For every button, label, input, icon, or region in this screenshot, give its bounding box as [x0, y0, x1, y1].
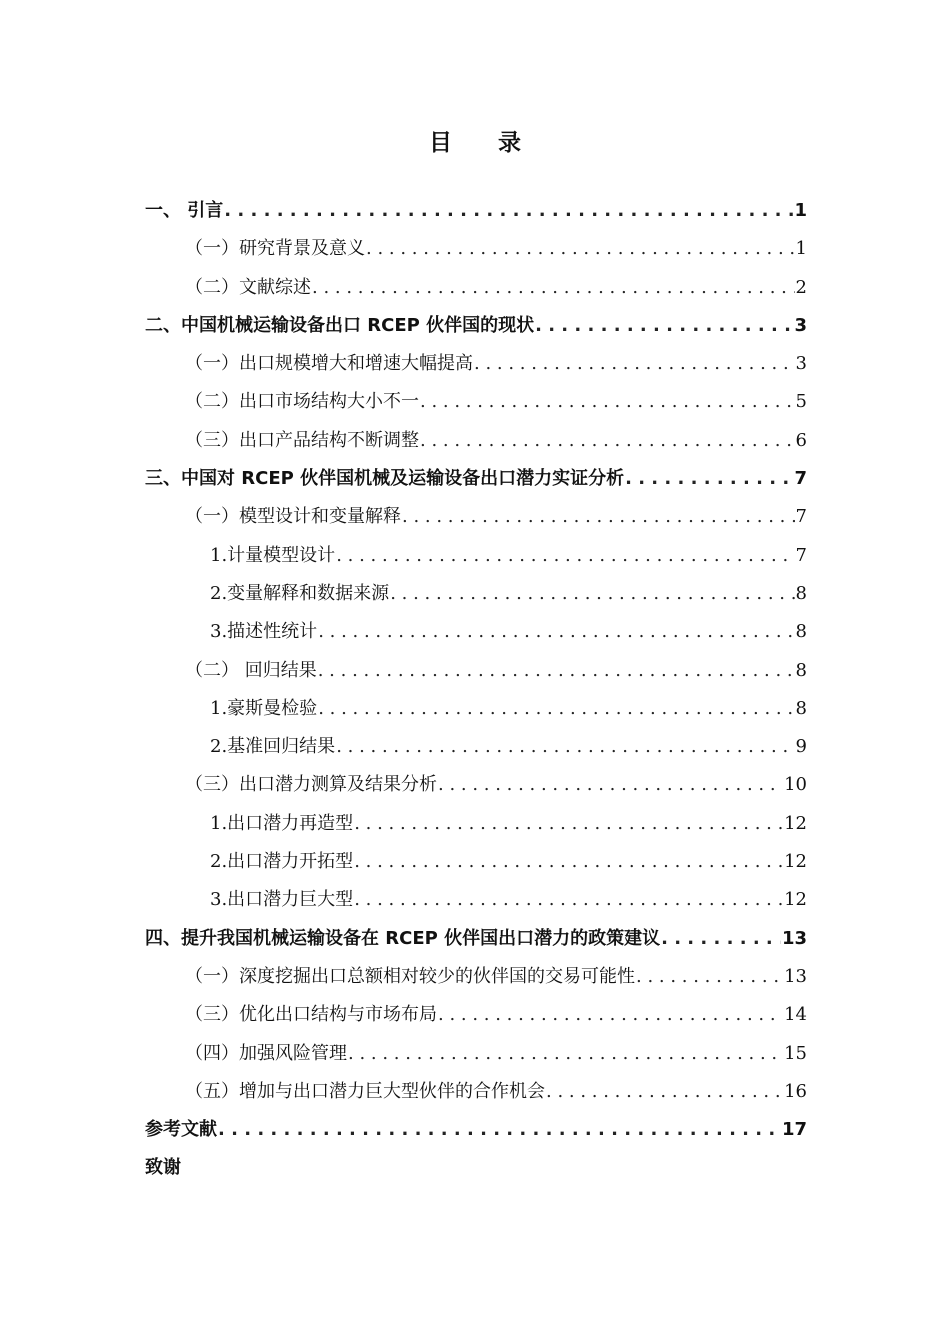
- toc-entry-label: 1.豪斯曼检验: [210, 697, 318, 719]
- title-char-1: 目: [429, 130, 452, 156]
- toc-page-number: 1: [794, 200, 807, 221]
- toc-entry[interactable]: [145, 537, 807, 575]
- toc-entry-label: （二）文献综述: [185, 276, 311, 298]
- toc-dot-leader: [318, 652, 795, 690]
- toc-page-number: 3: [794, 314, 807, 336]
- toc-page-number: 12: [784, 889, 807, 911]
- toc-entry[interactable]: [145, 996, 807, 1034]
- toc-dot-leader: [402, 498, 795, 536]
- toc-entry[interactable]: [145, 613, 807, 651]
- toc-entry-label: 二、中国机械运输设备出口 RCEP 伙伴国的现状: [145, 314, 535, 336]
- toc-entry[interactable]: [145, 690, 807, 728]
- toc-page-number: 9: [795, 736, 807, 758]
- toc-entry-label: （三）出口产品结构不断调整: [185, 429, 419, 451]
- toc-page-number: 6: [795, 429, 807, 451]
- toc-page-number: 7: [794, 468, 807, 490]
- toc-dot-leader: [546, 1073, 783, 1111]
- toc-entry-label: （一）出口规模增大和增速大幅提高: [185, 353, 473, 375]
- toc-page-number: 8: [795, 621, 807, 643]
- toc-entry-label: 一、 引言: [145, 200, 224, 221]
- toc-dot-leader: [636, 958, 783, 996]
- toc-entry[interactable]: [145, 575, 807, 613]
- toc-page-number: 13: [781, 927, 807, 949]
- toc-dot-leader: [438, 766, 783, 804]
- toc-entry-label: 致谢: [145, 1157, 181, 1179]
- toc-dot-leader: [354, 843, 783, 881]
- toc-entry-label: 参考文献: [145, 1119, 217, 1141]
- toc-entry-label: 2.出口潜力开拓型: [210, 851, 354, 873]
- toc-entry-label: （一）研究背景及意义: [185, 238, 365, 260]
- toc-dot-leader: [535, 307, 793, 345]
- toc-entry-label: （三）出口潜力测算及结果分析: [185, 774, 437, 796]
- table-of-contents: [145, 192, 807, 1188]
- toc-entry[interactable]: [145, 843, 807, 881]
- toc-entry[interactable]: [145, 1073, 807, 1111]
- toc-entry-label: （三）优化出口结构与市场布局: [185, 1004, 437, 1026]
- toc-page-number: 8: [795, 659, 807, 681]
- toc-entry[interactable]: [145, 1149, 807, 1187]
- toc-page-number: 7: [795, 506, 807, 528]
- toc-entry-label: 2.基准回归结果: [210, 736, 336, 758]
- toc-entry[interactable]: [145, 307, 807, 345]
- toc-dot-leader: [336, 537, 794, 575]
- toc-entry[interactable]: [145, 920, 807, 958]
- toc-entry-label: 三、中国对 RCEP 伙伴国机械及运输设备出口潜力实证分析: [145, 468, 625, 490]
- toc-page-number: 3: [795, 353, 807, 375]
- toc-entry[interactable]: [145, 1111, 807, 1149]
- toc-entry-label: 3.描述性统计: [210, 621, 318, 643]
- toc-entry-label: 3.出口潜力巨大型: [210, 889, 354, 911]
- toc-dot-leader: [318, 690, 794, 728]
- toc-dot-leader: [312, 269, 795, 307]
- toc-dot-leader: [390, 575, 794, 613]
- toc-page-number: 7: [795, 544, 807, 566]
- toc-dot-leader: [354, 881, 783, 919]
- toc-page-number: 12: [784, 812, 807, 834]
- toc-dot-leader: [438, 996, 783, 1034]
- toc-entry-label: 2.变量解释和数据来源: [210, 582, 390, 604]
- toc-entry[interactable]: [145, 269, 807, 307]
- toc-entry-label: （二） 回归结果: [185, 659, 317, 681]
- toc-entry[interactable]: [145, 460, 807, 498]
- toc-dot-leader: [661, 920, 781, 958]
- toc-entry[interactable]: [145, 805, 807, 843]
- toc-page-number: 2: [795, 276, 807, 298]
- toc-entry-label: （二）出口市场结构大小不一: [185, 391, 419, 413]
- toc-entry-label: （五）增加与出口潜力巨大型伙伴的合作机会: [185, 1080, 545, 1102]
- toc-entry[interactable]: [145, 1035, 807, 1073]
- toc-entry[interactable]: [145, 422, 807, 460]
- toc-page-number: 14: [784, 1004, 807, 1026]
- toc-entry-label: （四）加强风险管理: [185, 1042, 347, 1064]
- toc-entry[interactable]: [145, 766, 807, 804]
- toc-entry[interactable]: [145, 652, 807, 690]
- toc-dot-leader: [318, 613, 794, 651]
- toc-page-number: 8: [795, 582, 807, 604]
- toc-page-number: 17: [781, 1119, 807, 1141]
- toc-dot-leader: [420, 383, 795, 421]
- toc-entry[interactable]: [145, 192, 807, 230]
- toc-dot-leader: [224, 192, 793, 230]
- toc-dot-leader: [625, 460, 793, 498]
- toc-page-number: 8: [795, 697, 807, 719]
- toc-entry[interactable]: [145, 728, 807, 766]
- toc-dot-leader: [474, 345, 795, 383]
- title-char-2: 录: [498, 130, 521, 156]
- toc-dot-leader: [420, 422, 795, 460]
- toc-page-number: 16: [784, 1080, 807, 1102]
- toc-dot-leader: [336, 728, 794, 766]
- toc-entry[interactable]: [145, 958, 807, 996]
- toc-page-number: 1: [795, 238, 807, 260]
- toc-page-number: 5: [795, 391, 807, 413]
- toc-page-number: 12: [784, 851, 807, 873]
- toc-entry[interactable]: [145, 230, 807, 268]
- toc-entry-label: 四、提升我国机械运输设备在 RCEP 伙伴国出口潜力的政策建议: [145, 927, 661, 949]
- toc-dot-leader: [354, 805, 783, 843]
- page-title: [0, 124, 950, 157]
- toc-entry-label: 1.计量模型设计: [210, 544, 336, 566]
- toc-dot-leader: [218, 1111, 781, 1149]
- toc-entry[interactable]: [145, 383, 807, 421]
- toc-page-number: 15: [784, 1042, 807, 1064]
- toc-dot-leader: [348, 1035, 783, 1073]
- toc-page-number: 13: [784, 965, 807, 987]
- toc-entry-label: （一）模型设计和变量解释: [185, 506, 401, 528]
- toc-entry[interactable]: [145, 345, 807, 383]
- toc-dot-leader: [366, 230, 795, 268]
- toc-entry-label: （一）深度挖掘出口总额相对较少的伙伴国的交易可能性: [185, 965, 635, 987]
- toc-entry[interactable]: [145, 498, 807, 536]
- toc-entry-label: 1.出口潜力再造型: [210, 812, 354, 834]
- toc-entry[interactable]: [145, 881, 807, 919]
- toc-page-number: 10: [784, 774, 807, 796]
